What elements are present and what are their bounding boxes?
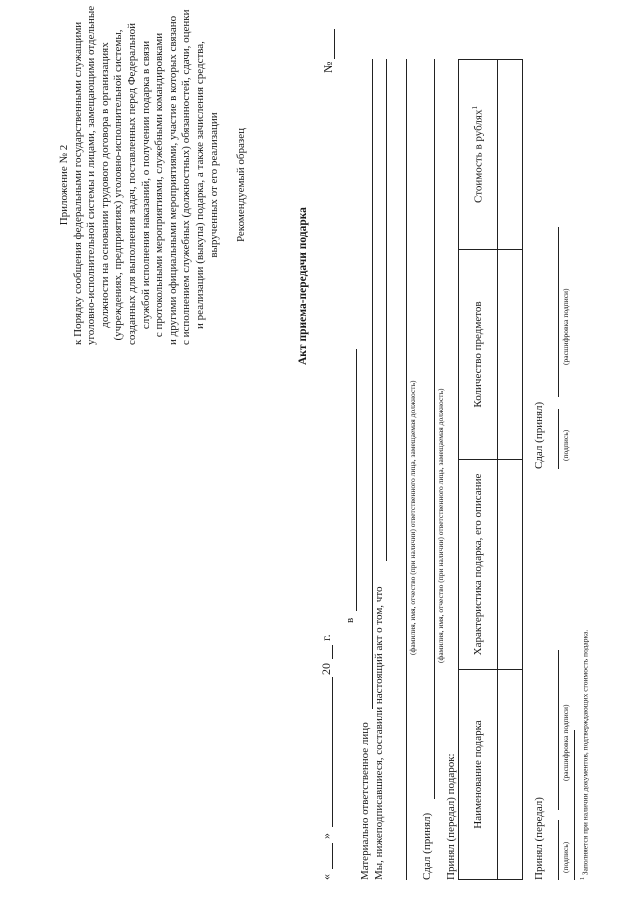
- date-year-line: [332, 645, 333, 659]
- date-month-line: [332, 677, 333, 827]
- handed-label: Сдал (принял): [421, 812, 433, 880]
- responsible-label: Материально ответственное лицо: [359, 722, 371, 880]
- gift-table: [458, 59, 523, 880]
- decipher-left-line: [558, 650, 559, 810]
- footnote: [580, 630, 589, 880]
- signature-left-label: Принял (передал): [533, 797, 545, 880]
- table-cell: [498, 460, 523, 670]
- footnote-separator: [574, 730, 575, 880]
- act-number-line: [334, 29, 335, 59]
- name-caption-2: (фамилия, имя, отчество (при наличии) ответственного лица, замещаемая должность): [436, 388, 445, 663]
- appendix-line-1: к Порядку сообщения федеральными государственными служащими: [71, 21, 84, 345]
- act-number-sign: №: [321, 61, 335, 73]
- signature-right-label: Сдал (принял): [533, 401, 545, 469]
- footnote-ref: 1: [470, 106, 479, 110]
- appendix-line-2: уголовно-исполнительной системы и лицами, замещающими отдельные: [85, 5, 98, 345]
- decipher-right-caption: (расшифровка подписи): [561, 288, 570, 365]
- table-row: [498, 60, 523, 880]
- recommended-sample: Рекомендуемый образец: [235, 127, 248, 243]
- appendix-line-10: и реализации (выкупа) подарка, а также зачисления средства,: [193, 41, 206, 329]
- col-header-cost: [459, 60, 498, 250]
- appendix-line-4: (учреждениях, предприятиях) уголовно-исполнительной системы,: [112, 29, 125, 341]
- appendix-line-9: с исполнением служебных (должностных) обязанностей, сдачи, оценки: [180, 9, 193, 345]
- rotated-page: [50, 5, 610, 885]
- act-title: Акт приема-передачи подарка: [297, 207, 309, 365]
- footnote-mark: 1: [580, 877, 586, 880]
- col-header-quantity: Количество предметов: [459, 250, 498, 460]
- undersigned-text: Мы, нижеподписавшиеся, составили настоящий акт о том, что: [373, 586, 385, 880]
- appendix-line-7: с протокольными мероприятиями, служебными командировками: [153, 32, 166, 338]
- col-header-gift-description: Характеристика подарка, его описание: [459, 460, 498, 670]
- signature-right-caption: (подпись): [561, 429, 570, 461]
- decipher-right-line: [558, 227, 559, 397]
- date-century: 20: [319, 663, 333, 675]
- table-cell: [498, 250, 523, 460]
- signature-left-line: [558, 820, 559, 880]
- date-day-line: [332, 843, 333, 869]
- place-prefix: в: [344, 617, 356, 623]
- undersigned-line: [386, 59, 387, 561]
- name-caption-1: (фамилия, имя, отчество (при наличии) ответственного лица, замещаемая должность): [408, 380, 417, 655]
- signature-right-line: [558, 409, 559, 469]
- appendix-number: Приложение № 2: [58, 144, 70, 226]
- date-year-suffix: г.: [319, 634, 333, 641]
- table-cell: [498, 60, 523, 250]
- appendix-line-11: вырученных от его реализации: [207, 112, 220, 258]
- appendix-line-5: созданных для выполнения задач, поставленных перед Федеральной: [125, 22, 138, 345]
- footnote-text: Заполняется при наличии документов, подтверждающих стоимость подарка.: [580, 629, 590, 876]
- date-open-quote: «: [319, 874, 333, 880]
- place-line: [356, 349, 357, 611]
- handed-line: [434, 59, 435, 799]
- table-header-row: [459, 60, 498, 880]
- undersigned-line-2: [406, 59, 407, 880]
- decipher-left-caption: (расшифровка подписи): [561, 704, 570, 781]
- col-header-cost-text: Стоимость в рублях: [472, 109, 485, 203]
- col-header-gift-name: Наименование подарка: [459, 670, 498, 880]
- signature-left-caption: (подпись): [561, 841, 570, 873]
- date-close-quote: »: [319, 833, 333, 839]
- table-cell: [498, 670, 523, 880]
- appendix-line-3: должности на основании трудового договора в организациях: [98, 42, 111, 328]
- appendix-line-6: службой исполнения наказаний, о получении подарка в связи: [139, 40, 152, 330]
- accepted-label: Принял (передал) подарок:: [445, 753, 457, 880]
- appendix-header: [58, 5, 249, 345]
- appendix-line-8: и другими официальными мероприятиями, участие в которых связано: [166, 15, 179, 345]
